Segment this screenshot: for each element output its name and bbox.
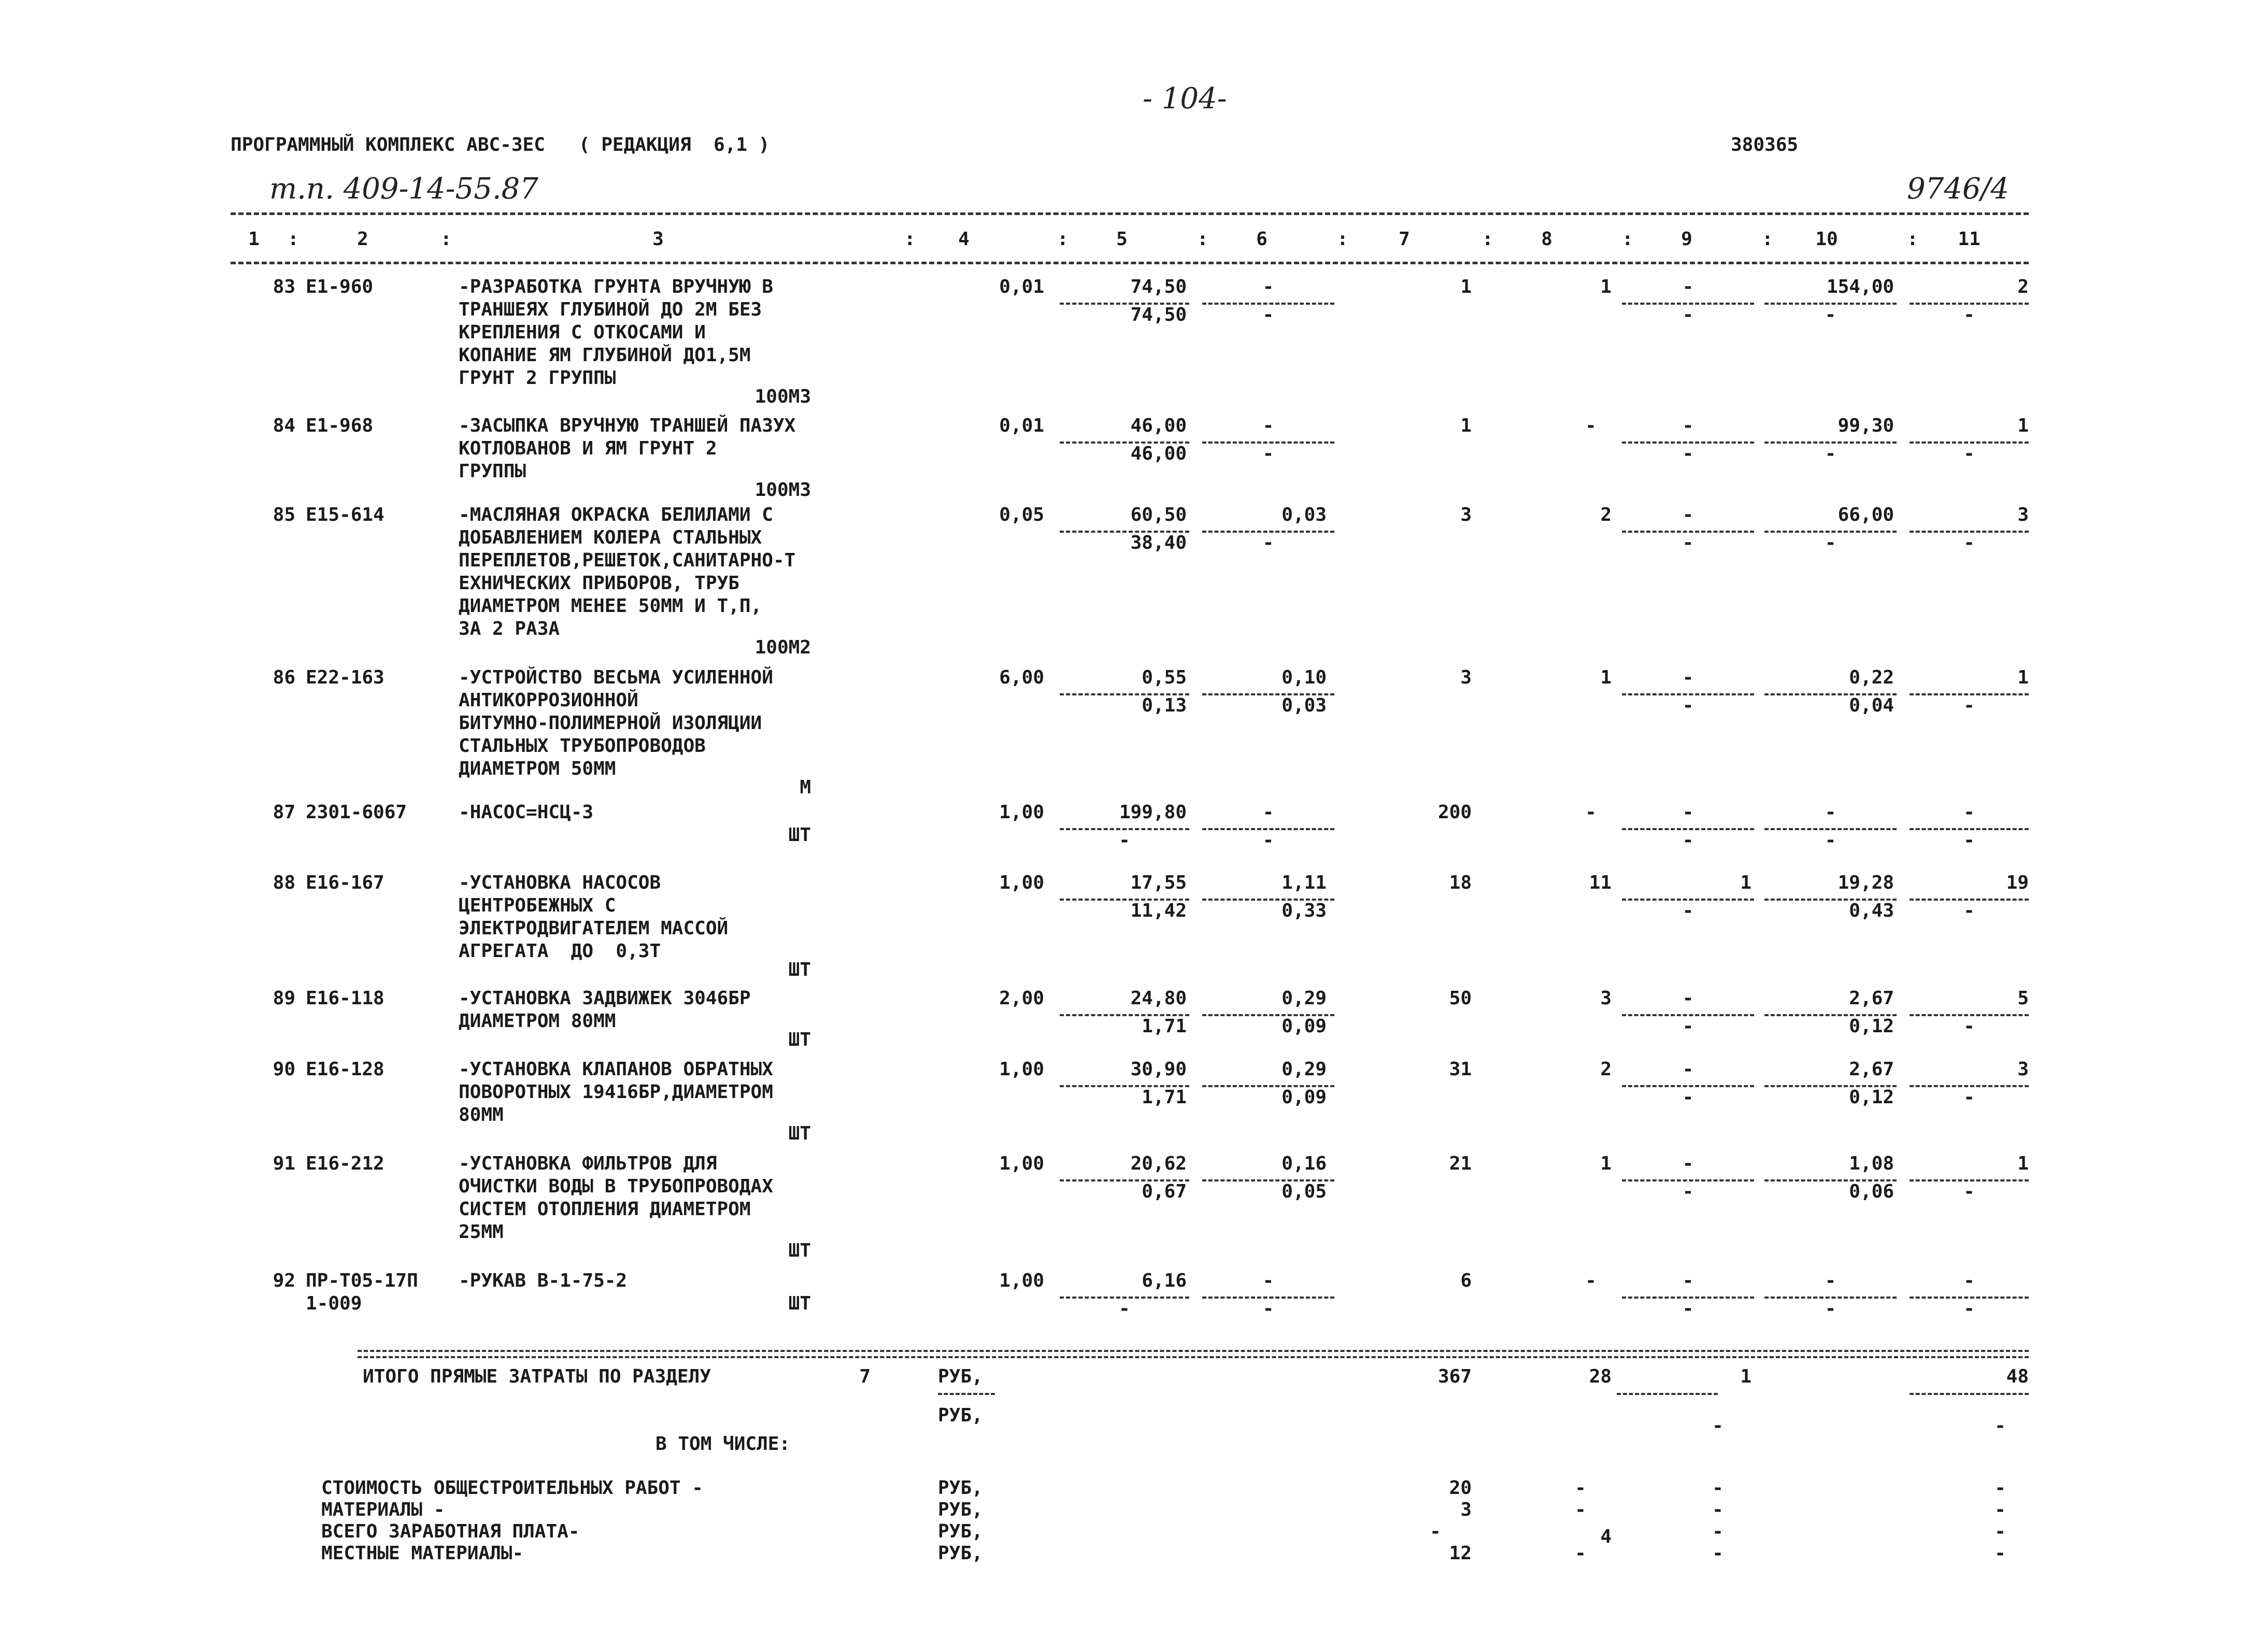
totals-sub-rule bbox=[1617, 1393, 1718, 1395]
row-value-c9b: - bbox=[1682, 1298, 1694, 1319]
row-number: 90 bbox=[273, 1059, 295, 1080]
column-separator: : bbox=[440, 229, 452, 250]
row-description-line: БИТУМНО-ПОЛИМЕРНОЙ ИЗОЛЯЦИИ bbox=[459, 713, 762, 734]
column-separator: : bbox=[1907, 229, 1918, 250]
row-value-c4: 2,00 bbox=[999, 988, 1044, 1009]
row-description-line: ПЕРЕПЛЕТОВ,РЕШЕТОК,САНИТАРНО-Т bbox=[459, 550, 796, 571]
row-code: Е1-960 bbox=[306, 276, 374, 297]
row-value-c11b: - bbox=[1963, 1087, 1975, 1108]
row-value-c10: 66,00 bbox=[1838, 504, 1894, 525]
total-c9-second: - bbox=[1712, 1415, 1724, 1436]
row-description-line: -УСТАНОВКА НАСОСОВ bbox=[459, 872, 661, 893]
breakdown-c8: - bbox=[1575, 1477, 1586, 1499]
row-description-line: ДИАМЕТРОМ 80ММ bbox=[459, 1010, 616, 1032]
row-description-line: КОТЛОВАНОВ И ЯМ ГРУНТ 2 bbox=[459, 438, 717, 459]
total-unit: РУБ, bbox=[938, 1366, 983, 1387]
row-value-c5b: - bbox=[1119, 1298, 1130, 1319]
row-value-c10: 19,28 bbox=[1838, 872, 1894, 893]
row-value-c6: - bbox=[1262, 415, 1274, 436]
breakdown-c9: - bbox=[1712, 1477, 1724, 1499]
row-value-c7: 3 bbox=[1460, 667, 1472, 688]
row-value-c9: - bbox=[1682, 667, 1694, 688]
row-value-c11: - bbox=[1963, 802, 1975, 823]
row-value-c5: 74,50 bbox=[1130, 276, 1187, 297]
row-value-c5b: 1,71 bbox=[1142, 1016, 1187, 1037]
row-value-c9b: - bbox=[1682, 830, 1694, 851]
totals-sub-rule bbox=[1910, 1393, 2029, 1395]
breakdown-c7: 3 bbox=[1460, 1499, 1472, 1520]
row-description-line: -УСТРОЙСТВО ВЕСЬМА УСИЛЕННОЙ bbox=[459, 667, 773, 688]
row-value-c7: 6 bbox=[1460, 1270, 1472, 1291]
row-value-c7: 31 bbox=[1449, 1059, 1472, 1080]
row-description-line: КРЕПЛЕНИЯ С ОТКОСАМИ И bbox=[459, 322, 706, 343]
row-value-c6: 0,29 bbox=[1281, 1059, 1327, 1080]
breakdown-c8: 4 bbox=[1600, 1526, 1612, 1547]
row-value-c10: 1,08 bbox=[1849, 1153, 1894, 1174]
totals-rule bbox=[358, 1356, 2029, 1358]
row-value-c6b: - bbox=[1262, 532, 1274, 553]
row-number: 86 bbox=[273, 667, 295, 688]
row-number: 87 bbox=[273, 802, 295, 823]
breakdown-c11: - bbox=[1995, 1543, 2006, 1564]
row-description-line: ГРУППЫ bbox=[459, 461, 526, 482]
row-value-c11b: - bbox=[1963, 1298, 1975, 1319]
row-value-c11b: - bbox=[1963, 1016, 1975, 1037]
row-value-c10b: - bbox=[1825, 830, 1836, 851]
row-number: 92 bbox=[273, 1270, 295, 1291]
breakdown-label: МЕСТНЫЕ МАТЕРИАЛЫ- bbox=[321, 1543, 524, 1564]
row-value-c7: 1 bbox=[1460, 276, 1472, 297]
row-value-c8: 2 bbox=[1600, 1059, 1612, 1080]
row-value-c11: 3 bbox=[2017, 504, 2029, 525]
row-value-c5: 17,55 bbox=[1130, 872, 1187, 893]
row-value-c10b: - bbox=[1825, 532, 1836, 553]
row-unit: 100М3 bbox=[754, 479, 811, 501]
column-header-3: 3 bbox=[652, 229, 664, 250]
row-code: 2301-6067 bbox=[306, 802, 407, 823]
row-value-c10b: 0,43 bbox=[1849, 900, 1894, 921]
row-value-c7: 1 bbox=[1460, 415, 1472, 436]
row-value-c6: 0,16 bbox=[1281, 1153, 1327, 1174]
row-value-c9: - bbox=[1682, 988, 1694, 1009]
row-value-c5: 20,62 bbox=[1130, 1153, 1187, 1174]
breakdown-c9: - bbox=[1712, 1521, 1724, 1542]
column-header-2: 2 bbox=[357, 229, 368, 250]
row-description-line: ДИАМЕТРОМ МЕНЕЕ 50ММ И Т,П, bbox=[459, 595, 762, 617]
row-value-c6b: - bbox=[1262, 304, 1274, 325]
row-value-c8: - bbox=[1585, 415, 1597, 436]
breakdown-label: СТОИМОСТЬ ОБЩЕСТРОИТЕЛЬНЫХ РАБОТ - bbox=[321, 1477, 703, 1499]
row-value-c5b: 0,67 bbox=[1142, 1181, 1187, 1202]
row-value-c9: 1 bbox=[1740, 872, 1752, 893]
totals-sub-rule bbox=[938, 1393, 995, 1395]
row-value-c10: 2,67 bbox=[1849, 988, 1894, 1009]
column-separator: : bbox=[1482, 229, 1493, 250]
row-value-c8: 2 bbox=[1600, 504, 1612, 525]
row-description-line: СИСТЕМ ОТОПЛЕНИЯ ДИАМЕТРОМ bbox=[459, 1199, 751, 1220]
row-value-c11b: - bbox=[1963, 900, 1975, 921]
row-value-c11: 5 bbox=[2017, 988, 2029, 1009]
row-value-c4: 1,00 bbox=[999, 1153, 1044, 1174]
row-value-c10b: 0,12 bbox=[1849, 1087, 1894, 1108]
row-unit: ШТ bbox=[788, 1029, 811, 1050]
row-value-c9b: - bbox=[1682, 1087, 1694, 1108]
project-number: т.п. 409-14-55.87 bbox=[269, 172, 538, 206]
row-value-c4: 6,00 bbox=[999, 667, 1044, 688]
row-value-c9b: - bbox=[1682, 900, 1694, 921]
total-label: ИТОГО ПРЯМЫЕ ЗАТРАТЫ ПО РАЗДЕЛУ bbox=[363, 1366, 711, 1387]
row-description-line: ЭЛЕКТРОДВИГАТЕЛЕМ МАССОЙ bbox=[459, 918, 729, 939]
row-value-c5: 199,80 bbox=[1119, 802, 1187, 823]
breakdown-unit: РУБ, bbox=[938, 1521, 983, 1542]
row-value-c6: 0,29 bbox=[1281, 988, 1327, 1009]
row-code: ПР-Т05-17П bbox=[306, 1270, 418, 1291]
row-value-c6: 1,11 bbox=[1281, 872, 1327, 893]
row-value-c5: 60,50 bbox=[1130, 504, 1187, 525]
row-value-c11b: - bbox=[1963, 695, 1975, 716]
row-value-c8: 1 bbox=[1600, 667, 1612, 688]
row-value-c11: 2 bbox=[2017, 276, 2029, 297]
row-value-c5b: 74,50 bbox=[1130, 304, 1187, 325]
total-c8: 28 bbox=[1589, 1366, 1612, 1387]
row-value-c5b: 1,71 bbox=[1142, 1087, 1187, 1108]
row-code: Е22-163 bbox=[306, 667, 385, 688]
row-description-line: -РУКАВ В-1-75-2 bbox=[459, 1270, 628, 1291]
breakdown-unit: РУБ, bbox=[938, 1543, 983, 1564]
row-value-c7: 200 bbox=[1437, 802, 1472, 823]
row-value-c7: 21 bbox=[1449, 1153, 1472, 1174]
row-number: 83 bbox=[273, 276, 295, 297]
total-c11: 48 bbox=[2006, 1366, 2029, 1387]
row-code: Е16-167 bbox=[306, 872, 385, 893]
row-value-c11b: - bbox=[1963, 830, 1975, 851]
row-value-c6b: - bbox=[1262, 1298, 1274, 1319]
row-value-c8: 1 bbox=[1600, 1153, 1612, 1174]
row-value-c11: 3 bbox=[2017, 1059, 2029, 1080]
row-value-c4: 1,00 bbox=[999, 802, 1044, 823]
row-value-c11: 1 bbox=[2017, 415, 2029, 436]
column-separator: : bbox=[904, 229, 916, 250]
document-code: 380365 bbox=[1731, 134, 1799, 155]
row-unit: 100М3 bbox=[754, 386, 811, 407]
row-value-c6b: 0,03 bbox=[1281, 695, 1327, 716]
row-value-c6b: 0,33 bbox=[1281, 900, 1327, 921]
row-code: Е1-968 bbox=[306, 415, 374, 436]
row-value-c10: - bbox=[1825, 1270, 1836, 1291]
row-description-line: ЦЕНТРОБЕЖНЫХ С bbox=[459, 895, 616, 916]
row-value-c5: 6,16 bbox=[1142, 1270, 1187, 1291]
row-value-c5b: 38,40 bbox=[1130, 532, 1187, 553]
breakdown-label: МАТЕРИАЛЫ - bbox=[321, 1499, 445, 1520]
column-separator: : bbox=[1197, 229, 1208, 250]
row-description-line: АГРЕГАТА ДО 0,3Т bbox=[459, 941, 661, 962]
row-value-c9b: - bbox=[1682, 304, 1694, 325]
row-unit: ШТ bbox=[788, 1293, 811, 1314]
row-value-c4: 0,01 bbox=[999, 276, 1044, 297]
row-description-line: -УСТАНОВКА КЛАПАНОВ ОБРАТНЫХ bbox=[459, 1059, 773, 1080]
column-separator: : bbox=[1622, 229, 1633, 250]
row-value-c11b: - bbox=[1963, 532, 1975, 553]
row-number: 88 bbox=[273, 872, 295, 893]
column-header-8: 8 bbox=[1541, 229, 1553, 250]
breakdown-c11: - bbox=[1995, 1499, 2006, 1520]
row-value-c5: 0,55 bbox=[1142, 667, 1187, 688]
breakdown-c7: 12 bbox=[1449, 1543, 1472, 1564]
row-code-continuation: 1-009 bbox=[306, 1293, 362, 1314]
row-value-c10: 99,30 bbox=[1838, 415, 1894, 436]
row-value-c5b: - bbox=[1119, 830, 1130, 851]
row-value-c10: 2,67 bbox=[1849, 1059, 1894, 1080]
row-description-line: -МАСЛЯНАЯ ОКРАСКА БЕЛИЛАМИ С bbox=[459, 504, 773, 525]
row-value-c4: 0,01 bbox=[999, 415, 1044, 436]
breakdown-c9: - bbox=[1712, 1499, 1724, 1520]
row-description-line: ТРАНШЕЯХ ГЛУБИНОЙ ДО 2М БЕЗ bbox=[459, 299, 762, 320]
program-title: ПРОГРАММНЫЙ КОМПЛЕКС АВС-ЗЕС ( РЕДАКЦИЯ 6,1 ) bbox=[231, 134, 770, 155]
row-value-c9b: - bbox=[1682, 1016, 1694, 1037]
column-header-4: 4 bbox=[958, 229, 970, 250]
breakdown-c11: - bbox=[1995, 1477, 2006, 1499]
row-value-c4: 1,00 bbox=[999, 1059, 1044, 1080]
breakdown-c7: 20 bbox=[1449, 1477, 1472, 1499]
row-value-c6: - bbox=[1262, 1270, 1274, 1291]
row-value-c10b: - bbox=[1825, 443, 1836, 464]
row-value-c4: 0,05 bbox=[999, 504, 1044, 525]
row-value-c6: - bbox=[1262, 276, 1274, 297]
breakdown-c9: - bbox=[1712, 1543, 1724, 1564]
row-value-c7: 50 bbox=[1449, 988, 1472, 1009]
row-description-line: ОЧИСТКИ ВОДЫ В ТРУБОПРОВОДАХ bbox=[459, 1176, 773, 1197]
row-value-c9b: - bbox=[1682, 443, 1694, 464]
row-value-c11b: - bbox=[1963, 304, 1975, 325]
row-value-c6b: - bbox=[1262, 830, 1274, 851]
breakdown-unit: РУБ, bbox=[938, 1499, 983, 1520]
row-value-c8: 3 bbox=[1600, 988, 1612, 1009]
row-description-line: СТАЛЬНЫХ ТРУБОПРОВОДОВ bbox=[459, 735, 706, 757]
including-heading: В ТОМ ЧИСЛЕ: bbox=[656, 1433, 791, 1455]
row-number: 85 bbox=[273, 504, 295, 525]
row-number: 84 bbox=[273, 415, 295, 436]
row-value-c5: 24,80 bbox=[1130, 988, 1187, 1009]
row-value-c11: 19 bbox=[2006, 872, 2029, 893]
row-unit: ШТ bbox=[788, 824, 811, 846]
row-value-c9: - bbox=[1682, 1270, 1694, 1291]
row-value-c5: 30,90 bbox=[1130, 1059, 1187, 1080]
row-number: 89 bbox=[273, 988, 295, 1009]
row-value-c6b: 0,09 bbox=[1281, 1087, 1327, 1108]
row-value-c8: - bbox=[1585, 1270, 1597, 1291]
row-code: Е15-614 bbox=[306, 504, 385, 525]
row-value-c4: 1,00 bbox=[999, 1270, 1044, 1291]
row-unit: М bbox=[800, 777, 811, 798]
row-description-line: ЕХНИЧЕСКИХ ПРИБОРОВ, ТРУБ bbox=[459, 573, 739, 594]
row-value-c5b: 46,00 bbox=[1130, 443, 1187, 464]
column-header-11: 11 bbox=[1958, 229, 1981, 250]
column-header-9: 9 bbox=[1681, 229, 1692, 250]
sheet-number: 9746/4 bbox=[1907, 172, 2010, 206]
header-rule-top bbox=[231, 212, 2029, 215]
row-description-line: -ЗАСЫПКА ВРУЧНУЮ ТРАНШЕЙ ПАЗУХ bbox=[459, 415, 796, 436]
row-value-c8: - bbox=[1585, 802, 1597, 823]
row-value-c5b: 11,42 bbox=[1130, 900, 1187, 921]
total-unit-second: РУБ, bbox=[938, 1405, 983, 1426]
row-value-c10b: 0,12 bbox=[1849, 1016, 1894, 1037]
totals-rule bbox=[358, 1350, 2029, 1352]
row-value-c9: - bbox=[1682, 1059, 1694, 1080]
row-value-c5: 46,00 bbox=[1130, 415, 1187, 436]
row-value-c10: - bbox=[1825, 802, 1836, 823]
breakdown-c11: - bbox=[1995, 1521, 2006, 1542]
row-value-c6b: 0,09 bbox=[1281, 1016, 1327, 1037]
row-description-line: АНТИКОРРОЗИОННОЙ bbox=[459, 690, 638, 711]
column-separator: : bbox=[1337, 229, 1348, 250]
column-separator: : bbox=[288, 229, 299, 250]
column-header-6: 6 bbox=[1256, 229, 1268, 250]
row-value-c4: 1,00 bbox=[999, 872, 1044, 893]
row-value-c10b: - bbox=[1825, 304, 1836, 325]
breakdown-c7: - bbox=[1430, 1521, 1441, 1542]
row-value-c9: - bbox=[1682, 1153, 1694, 1174]
column-header-7: 7 bbox=[1399, 229, 1410, 250]
row-description-line: 25ММ bbox=[459, 1221, 504, 1243]
row-value-c10b: - bbox=[1825, 1298, 1836, 1319]
column-header-10: 10 bbox=[1815, 229, 1838, 250]
total-section: 7 bbox=[859, 1366, 871, 1387]
row-description-line: -РАЗРАБОТКА ГРУНТА ВРУЧНУЮ В bbox=[459, 276, 773, 297]
breakdown-c8: - bbox=[1575, 1543, 1586, 1564]
row-value-c11: 1 bbox=[2017, 1153, 2029, 1174]
row-value-c9: - bbox=[1682, 504, 1694, 525]
row-value-c8: 1 bbox=[1600, 276, 1612, 297]
row-value-c10: 154,00 bbox=[1826, 276, 1894, 297]
row-description-line: -УСТАНОВКА ЗАДВИЖЕК 3046БР bbox=[459, 988, 751, 1009]
header-rule-bottom bbox=[231, 262, 2029, 264]
row-unit: ШТ bbox=[788, 1240, 811, 1261]
row-description-line: ДИАМЕТРОМ 50ММ bbox=[459, 758, 616, 779]
row-value-c11: 1 bbox=[2017, 667, 2029, 688]
row-code: Е16-128 bbox=[306, 1059, 385, 1080]
total-c11-second: - bbox=[1995, 1415, 2006, 1436]
total-c9: 1 bbox=[1740, 1366, 1752, 1387]
row-value-c6: 0,10 bbox=[1281, 667, 1327, 688]
row-value-c8: 11 bbox=[1589, 872, 1612, 893]
column-separator: : bbox=[1762, 229, 1773, 250]
row-description-line: ГРУНТ 2 ГРУППЫ bbox=[459, 367, 616, 389]
column-separator: : bbox=[1057, 229, 1069, 250]
row-value-c7: 3 bbox=[1460, 504, 1472, 525]
row-description-line: КОПАНИЕ ЯМ ГЛУБИНОЙ ДО1,5М bbox=[459, 345, 751, 366]
column-header-5: 5 bbox=[1116, 229, 1128, 250]
row-unit: 100М2 bbox=[754, 637, 811, 658]
row-value-c6: 0,03 bbox=[1281, 504, 1327, 525]
breakdown-c8: - bbox=[1575, 1499, 1586, 1520]
row-value-c6b: - bbox=[1262, 443, 1274, 464]
row-code: Е16-212 bbox=[306, 1153, 385, 1174]
row-value-c9b: - bbox=[1682, 532, 1694, 553]
breakdown-unit: РУБ, bbox=[938, 1477, 983, 1499]
row-value-c9: - bbox=[1682, 415, 1694, 436]
row-value-c6: - bbox=[1262, 802, 1274, 823]
row-unit: ШТ bbox=[788, 1123, 811, 1144]
row-number: 91 bbox=[273, 1153, 295, 1174]
row-description-line: ДОБАВЛЕНИЕМ КОЛЕРА СТАЛЬНЫХ bbox=[459, 527, 762, 548]
row-description-line: ПОВОРОТНЫХ 19416БР,ДИАМЕТРОМ bbox=[459, 1081, 773, 1103]
row-code: Е16-118 bbox=[306, 988, 385, 1009]
row-value-c10b: 0,04 bbox=[1849, 695, 1894, 716]
total-c7: 367 bbox=[1437, 1366, 1472, 1387]
row-value-c11b: - bbox=[1963, 1181, 1975, 1202]
row-value-c7: 18 bbox=[1449, 872, 1472, 893]
row-value-c5b: 0,13 bbox=[1142, 695, 1187, 716]
row-description-line: ЗА 2 РАЗА bbox=[459, 618, 560, 639]
row-value-c9: - bbox=[1682, 276, 1694, 297]
row-value-c9: - bbox=[1682, 802, 1694, 823]
row-description-line: -УСТАНОВКА ФИЛЬТРОВ ДЛЯ bbox=[459, 1153, 717, 1174]
row-value-c10b: 0,06 bbox=[1849, 1181, 1894, 1202]
row-value-c11b: - bbox=[1963, 443, 1975, 464]
page-number: - 104- bbox=[1143, 82, 1227, 116]
row-value-c9b: - bbox=[1682, 695, 1694, 716]
breakdown-label: ВСЕГО ЗАРАБОТНАЯ ПЛАТА- bbox=[321, 1521, 580, 1542]
row-value-c6b: 0,05 bbox=[1281, 1181, 1327, 1202]
row-value-c10: 0,22 bbox=[1849, 667, 1894, 688]
column-header-1: 1 bbox=[248, 229, 260, 250]
row-value-c11: - bbox=[1963, 1270, 1975, 1291]
row-description-line: -НАСОС=НСЦ-3 bbox=[459, 802, 594, 823]
row-unit: ШТ bbox=[788, 959, 811, 980]
row-value-c9b: - bbox=[1682, 1181, 1694, 1202]
row-description-line: 80ММ bbox=[459, 1104, 504, 1126]
